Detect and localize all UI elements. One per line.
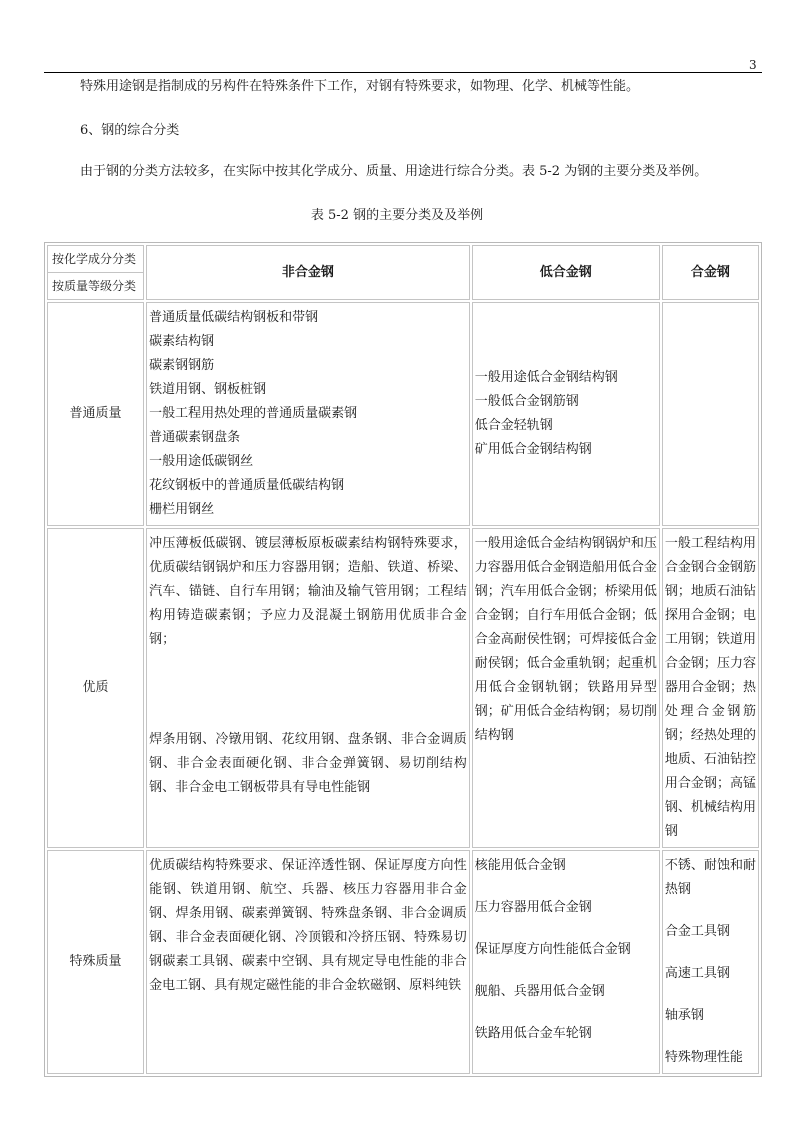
cell-quality-non-alloy <box>146 528 470 848</box>
section-heading-classification: 6、钢的综合分类 <box>80 123 180 138</box>
steel-classification-table <box>44 242 762 1077</box>
list-item: 合金工具钢 <box>664 924 730 939</box>
table-caption: 表 5-2 钢的主要分类及及举例 <box>310 208 484 223</box>
list-item: 轴承钢 <box>664 1008 704 1023</box>
cell-normal-alloy <box>662 302 759 526</box>
cell-special-alloy <box>662 850 759 1074</box>
list-item: 铁道用钢、钢板桩钢 <box>149 382 267 397</box>
page-number: 3 <box>749 58 757 72</box>
header-corner-cell <box>47 245 144 300</box>
list-item: 栅栏用钢丝 <box>149 502 215 517</box>
list-item: 铁路用低合金车轮钢 <box>474 1026 592 1041</box>
list-item: 高速工具钢 <box>664 966 730 981</box>
cell-text-block: 一般工程结构用合金钢合金钢筋钢；地质石油钻探用合金钢；电工用钢；铁道用合金钢；压力容器用合金钢；热处理合金钢筋钢；经热处理的地质、石油钻控用合金钢；高锰钢、机械结构用钢 <box>664 536 756 839</box>
row-label-quality: 优质 <box>47 528 144 848</box>
list-item: 一般用途低碳钢丝 <box>149 454 254 469</box>
cell-special-non-alloy <box>146 850 470 1074</box>
cell-text-block: 冲压薄板低碳钢、镀层薄板原板碳素结构钢特殊要求，优质碳结钢锅炉和压力容器用钢；造船、铁道、桥梁、汽车、锚链、自行车用钢；输油及输气管用钢；工程结构用铸造碳素钢；予应力及混凝土钢筋用优质非合金钢； <box>149 536 467 647</box>
header-corner-chemical: 按化学成分分类 <box>48 246 143 273</box>
list-item: 低合金轻轨钢 <box>474 418 553 433</box>
cell-spacer <box>149 652 467 728</box>
paragraph-special-use-steel: 特殊用途钢是指制成的另构件在特殊条件下工作，对钢有特殊要求，如物理、化学、机械等性能。 <box>80 79 640 94</box>
list-item: 一般低合金钢筋钢 <box>474 394 579 409</box>
table-row-quality <box>47 528 759 848</box>
cell-text-block: 优质碳结构特殊要求、保证淬透性钢、保证厚度方向性能钢、铁道用钢、航空、兵器、核压力容器用非合金钢、焊条用钢、碳素弹簧钢、特殊盘条钢、非合金调质钢、非合金表面硬化钢、冷顶锻和冷挤压钢、特殊易切钢碳素工具钢、碳素中空钢、具有规定导电性能的非合金电工钢、具有规定磁性能的非合金软磁钢、原料纯铁 <box>149 858 467 993</box>
table-row-normal-quality <box>47 302 759 526</box>
row-label-special-quality: 特殊质量 <box>47 850 144 1074</box>
table-row-special-quality <box>47 850 759 1074</box>
list-item: 特殊物理性能 <box>664 1050 743 1065</box>
cell-quality-alloy <box>662 528 759 848</box>
list-item: 普通碳素钢盘条 <box>149 430 241 445</box>
header-corner-quality: 按质量等级分类 <box>52 279 137 293</box>
row-label-normal-quality: 普通质量 <box>47 302 144 526</box>
list-item: 普通质量低碳结构钢板和带钢 <box>149 310 319 325</box>
cell-quality-low-alloy <box>472 528 660 848</box>
header-rule <box>44 72 762 73</box>
list-item: 矿用低合金钢结构钢 <box>474 442 592 457</box>
table-header-row <box>47 245 759 300</box>
list-item: 一般工程用热处理的普通质量碳素钢 <box>149 406 358 421</box>
list-item: 保证厚度方向性能低合金钢 <box>474 942 631 957</box>
list-item: 不锈、耐蚀和耐热钢 <box>664 858 756 897</box>
list-item: 碳素钢钢筋 <box>149 358 215 373</box>
cell-special-low-alloy <box>472 850 660 1074</box>
header-low-alloy-steel: 低合金钢 <box>472 245 660 300</box>
header-alloy-steel: 合金钢 <box>662 245 759 300</box>
paragraph-classification-intro: 由于钢的分类方法较多，在实际中按其化学成分、质量、用途进行综合分类。表 5-2 为钢的主要分类及举例。 <box>80 164 708 179</box>
list-item: 碳素结构钢 <box>149 334 215 349</box>
list-item: 舰船、兵器用低合金钢 <box>474 984 605 999</box>
header-non-alloy-steel: 非合金钢 <box>146 245 470 300</box>
list-item: 核能用低合金钢 <box>474 858 566 873</box>
list-item: 一般用途低合金钢结构钢 <box>474 370 618 385</box>
cell-normal-low-alloy <box>472 302 660 526</box>
list-item: 花纹钢板中的普通质量低碳结构钢 <box>149 478 345 493</box>
cell-normal-non-alloy <box>146 302 470 526</box>
cell-text-block: 焊条用钢、冷镦用钢、花纹用钢、盘条钢、非合金调质钢、非合金表面硬化钢、非合金弹簧钢、易切削结构钢、非合金电工钢板带具有导电性能钢 <box>149 732 467 795</box>
list-item: 压力容器用低合金钢 <box>474 900 592 915</box>
cell-text-block: 一般用途低合金结构钢锅炉和压力容器用低合金钢造船用低合金钢；汽车用低合金钢；桥梁用低合金钢；自行车用低合金钢；低合金高耐侯性钢；可焊接低合金耐侯钢；低合金重轨钢；起重机用低合金钢轨钢；铁路用异型钢；矿用低合金结构钢；易切削结构钢 <box>474 536 657 743</box>
